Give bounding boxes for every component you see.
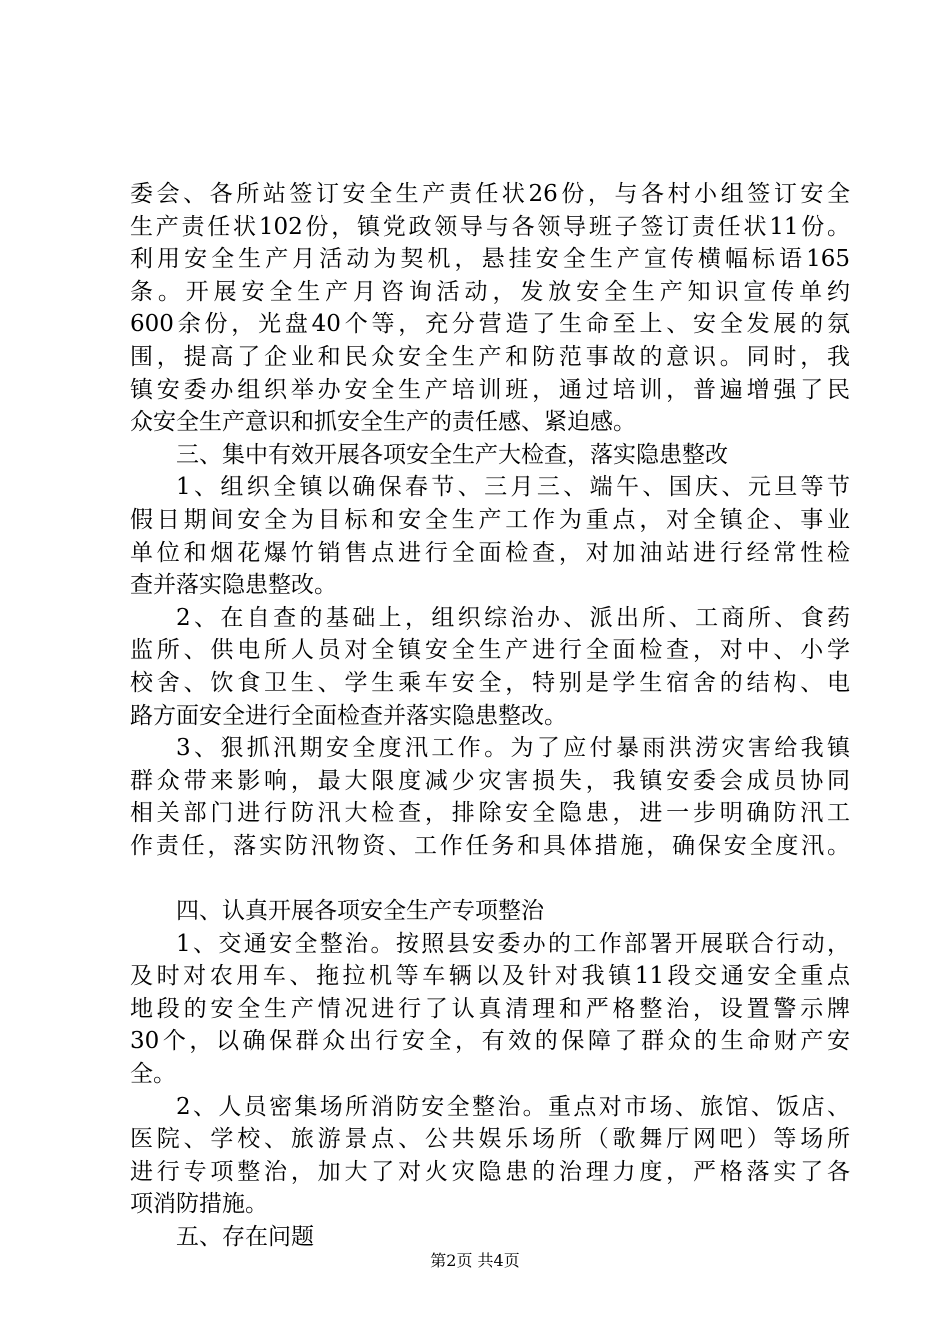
text-line: 医院、学校、旅游景点、公共娱乐场所（歌舞厅网吧）等场所 (130, 1126, 850, 1153)
text-line: 利用安全生产月活动为契机，悬挂安全生产宣传横幅标语165 (130, 246, 850, 273)
page-footer: 第2页 共4页 (430, 1251, 520, 1270)
text-line: 假日期间安全为目标和安全生产工作为重点，对全镇企、事业 (130, 506, 850, 533)
text-line: 项消防措施。 (130, 1191, 268, 1218)
paragraph-3-3 (130, 732, 850, 862)
text-line: 众安全生产意识和抓安全生产的责任感、紧迫感。 (130, 409, 636, 436)
paragraph-4-1 (130, 928, 850, 1091)
text-line: 围，提高了企业和民众安全生产和防范事故的意识。同时，我 (130, 343, 850, 370)
text-line: 600余份，光盘40个等，充分营造了生命至上、安全发展的氛 (130, 311, 850, 338)
heading-line: 三、集中有效开展各项安全生产大检查，落实隐患整改 (176, 441, 728, 468)
section-heading-4 (130, 895, 850, 928)
text-line: 地段的安全生产情况进行了认真清理和严格整治，设置警示牌 (130, 995, 850, 1022)
text-line: 2、在自查的基础上，组织综治办、派出所、工商所、食药 (176, 604, 850, 631)
section-heading-3 (130, 439, 850, 472)
paragraph-3-1 (130, 471, 850, 601)
heading-line: 五、存在问题 (176, 1224, 314, 1250)
text-line: 及时对农用车、拖拉机等车辆以及针对我镇11段交通安全重点 (130, 963, 850, 990)
paragraph-3-2 (130, 602, 850, 732)
heading-line: 四、认真开展各项安全生产专项整治 (176, 898, 544, 925)
text-line: 1、交通安全整治。按照县安委办的工作部署开展联合行动， (176, 930, 850, 957)
paragraph-1 (130, 178, 850, 439)
document-body (130, 178, 850, 1254)
paragraph-4-2 (130, 1091, 850, 1221)
text-line: 单位和烟花爆竹销售点进行全面检查，对加油站进行经常性检 (130, 539, 850, 566)
text-line: 3、狠抓汛期安全度汛工作。为了应付暴雨洪涝灾害给我镇 (176, 735, 850, 762)
text-line: 镇安委办组织举办安全生产培训班，通过培训，普遍增强了民 (130, 376, 850, 403)
text-line: 群众带来影响，最大限度减少灾害损失，我镇安委会成员协同 (130, 767, 850, 794)
paragraph-gap (130, 862, 850, 895)
text-line: 条。开展安全生产月咨询活动，发放安全生产知识宣传单约 (130, 278, 850, 305)
text-line: 委会、各所站签订安全生产责任状26份，与各村小组签订安全 (130, 181, 850, 207)
text-line: 路方面安全进行全面检查并落实隐患整改。 (130, 702, 567, 729)
text-line: 进行专项整治，加大了对火灾隐患的治理力度，严格落实了各 (130, 1158, 850, 1185)
text-line: 30个，以确保群众出行安全，有效的保障了群众的生命财产安 (130, 1028, 850, 1055)
text-line: 全。 (130, 1061, 176, 1088)
text-line: 监所、供电所人员对全镇安全生产进行全面检查，对中、小学 (130, 637, 850, 664)
text-line: 1、组织全镇以确保春节、三月三、端午、国庆、元旦等节 (176, 474, 850, 501)
text-line: 相关部门进行防汛大检查，排除安全隐患，进一步明确防汛工 (130, 800, 850, 827)
text-line: 作责任，落实防汛物资、工作任务和具体措施，确保安全度汛。 (130, 832, 850, 859)
text-line: 校舍、饮食卫生、学生乘车安全，特别是学生宿舍的结构、电 (130, 669, 850, 696)
text-line: 2、人员密集场所消防安全整治。重点对市场、旅馆、饭店、 (176, 1093, 850, 1120)
text-line: 生产责任状102份，镇党政领导与各领导班子签订责任状11份。 (130, 213, 850, 240)
text-line: 查并落实隐患整改。 (130, 572, 337, 599)
